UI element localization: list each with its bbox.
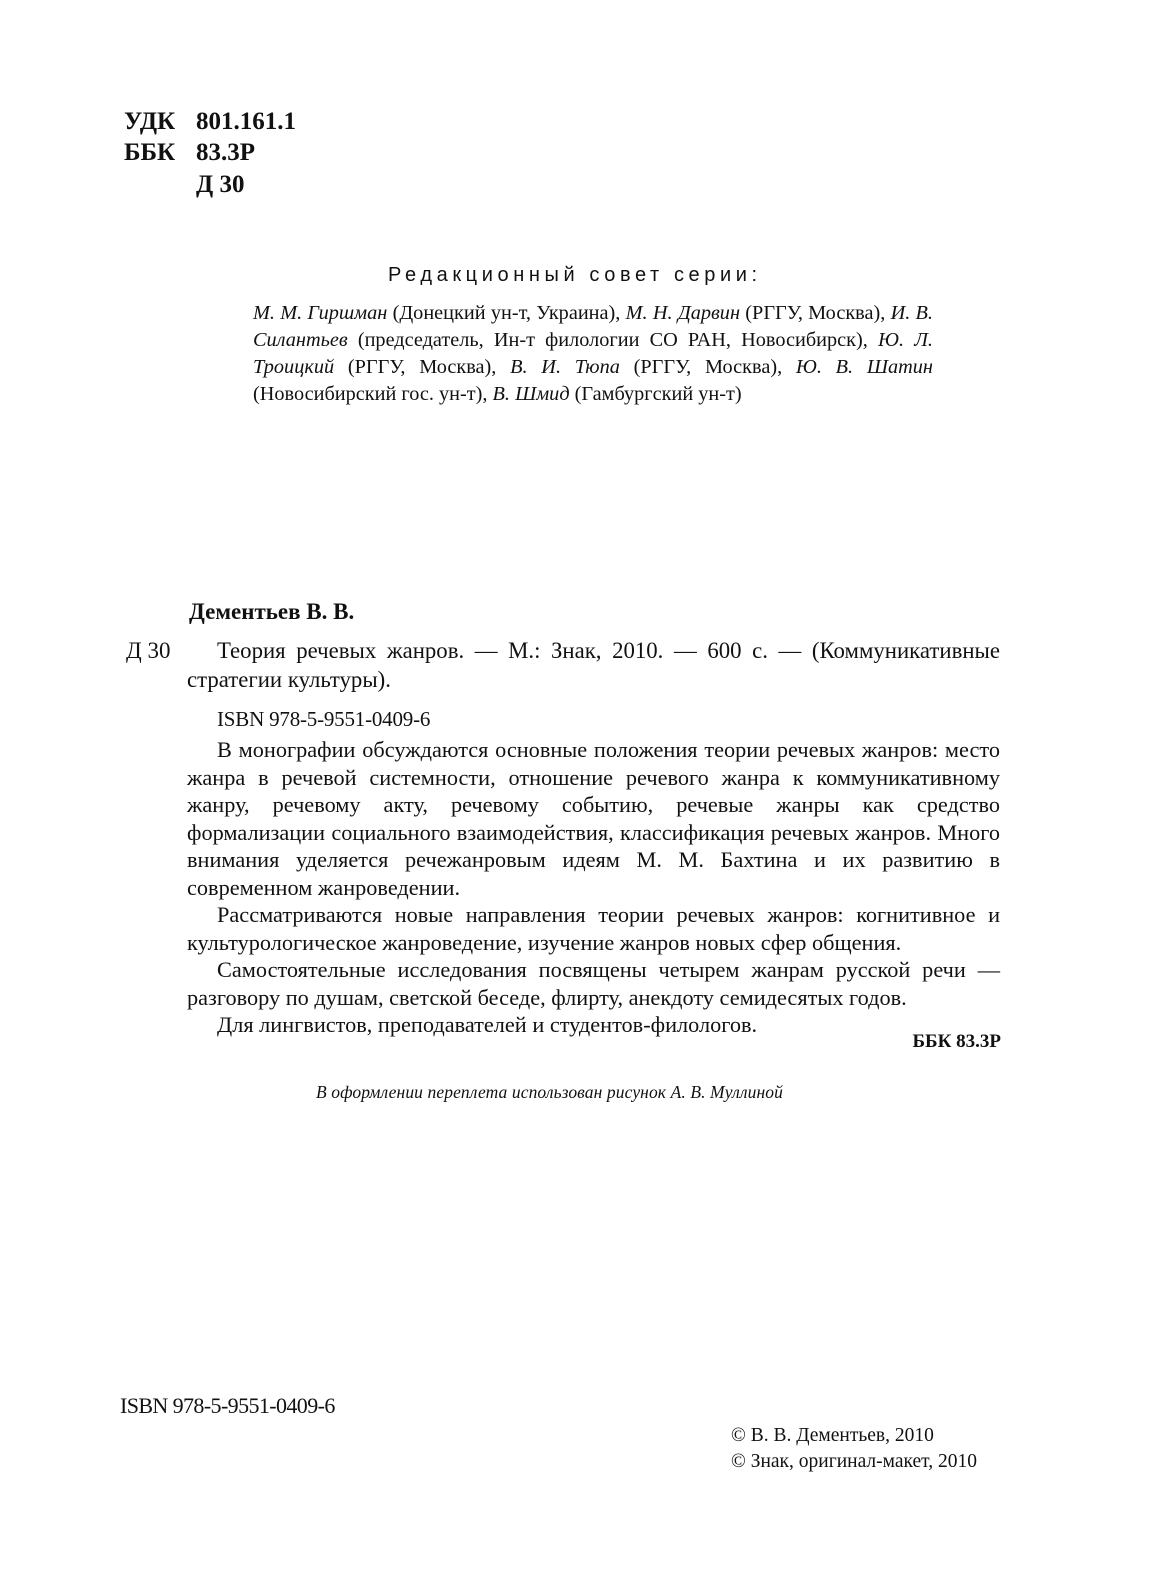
council-member: М. М. Гиршман (Донецкий ун-т, Украина), (253, 302, 626, 324)
member-name: М. М. Гиршман (253, 302, 388, 324)
bbk-row (124, 139, 255, 167)
council-heading: Редакционный совет серии: (388, 264, 762, 286)
council-member: Ю. Л. Троицкий (РГГУ, Москва), (253, 329, 934, 378)
member-name: В. Шмид (492, 383, 570, 405)
council-member: Ю. В. Шатин (Новосибирский гос. ун-т), (253, 356, 933, 405)
abstract (187, 736, 1000, 1039)
council-members (253, 300, 933, 408)
record-isbn: ISBN 978-5-9551-0409-6 (217, 707, 431, 731)
footer-isbn: ISBN 978-5-9551-0409-6 (120, 1393, 335, 1418)
member-affiliation: (Донецкий ун-т, Украина) (392, 302, 616, 324)
abstract-bbk: ББК 83.3Р (912, 1031, 1001, 1052)
copyright-author: © В. В. Дементьев, 2010 (731, 1425, 934, 1446)
record-title: Теория речевых жанров. — М.: Знак, 2010. — 600 с. — (Коммуникативные стратегии культуры). (187, 638, 1000, 692)
abstract-paragraph: Для лингвистов, преподавателей и студентов-филологов. (217, 1012, 758, 1037)
member-affiliation: (Гамбургский ун-т) (574, 383, 742, 405)
copyright-publisher: © Знак, оригинал-макет, 2010 (731, 1451, 977, 1472)
bbk-label: ББК (124, 139, 176, 166)
member-affiliation: (председатель, Ин-т филологии СО РАН, Новосибирск) (357, 329, 863, 351)
member-affiliation: (РГГУ, Москва) (347, 356, 492, 378)
abstract-paragraph: В монографии обсуждаются основные положения теории речевых жанров: место жанра в речевой системности, отношение речевого жанра к коммуникативному жанру, речевому акту, речевому событию, речевые жанры как средство формализации социального взаимодействия, классификация речевых жанров. Много внимания уделяется речежанровым идеям М. М. Бахтина и их развитию в современном жанроведении. (187, 737, 1000, 900)
record-author: Дементьев В. В. (189, 599, 355, 624)
council-member: И. В. Силантьев (председатель, Ин-т филологии СО РАН, Новосибирск), (253, 302, 933, 351)
abstract-paragraph: Самостоятельные исследования посвящены четырем жанрам русской речи — разговору по душам, светской беседе, флирту, анекдоту семидесятых годов. (187, 957, 1000, 1010)
council-member: В. И. Тюпа (РГГУ, Москва), (510, 356, 796, 378)
cover-credit: В оформлении переплета использован рисунок А. В. Муллиной (316, 1082, 783, 1102)
member-name: И. В. Силантьев (253, 302, 933, 351)
member-name: Ю. Л. Троицкий (253, 329, 934, 378)
member-name: Ю. В. Шатин (795, 356, 933, 378)
member-affiliation: (РГГУ, Москва) (633, 356, 778, 378)
member-affiliation: (Новосибирский гос. ун-т) (253, 383, 483, 405)
member-name: В. И. Тюпа (510, 356, 620, 378)
udk-row (124, 108, 296, 136)
bbk-value: 83.3Р (196, 139, 256, 166)
udk-value: 801.161.1 (196, 108, 296, 135)
council-member: М. Н. Дарвин (РГГУ, Москва), (625, 302, 891, 324)
council-member (493, 383, 742, 405)
abstract-paragraph: Рассматриваются новые направления теории речевых жанров: когнитивное и культурологическое жанроведение, изучение жанров новых сфер общения. (187, 902, 1000, 955)
member-name: М. Н. Дарвин (625, 302, 741, 324)
author-mark: Д 30 (196, 171, 245, 198)
udk-label: УДК (124, 108, 176, 135)
record-code: Д 30 (126, 638, 171, 663)
member-affiliation: (РГГУ, Москва) (745, 302, 881, 324)
